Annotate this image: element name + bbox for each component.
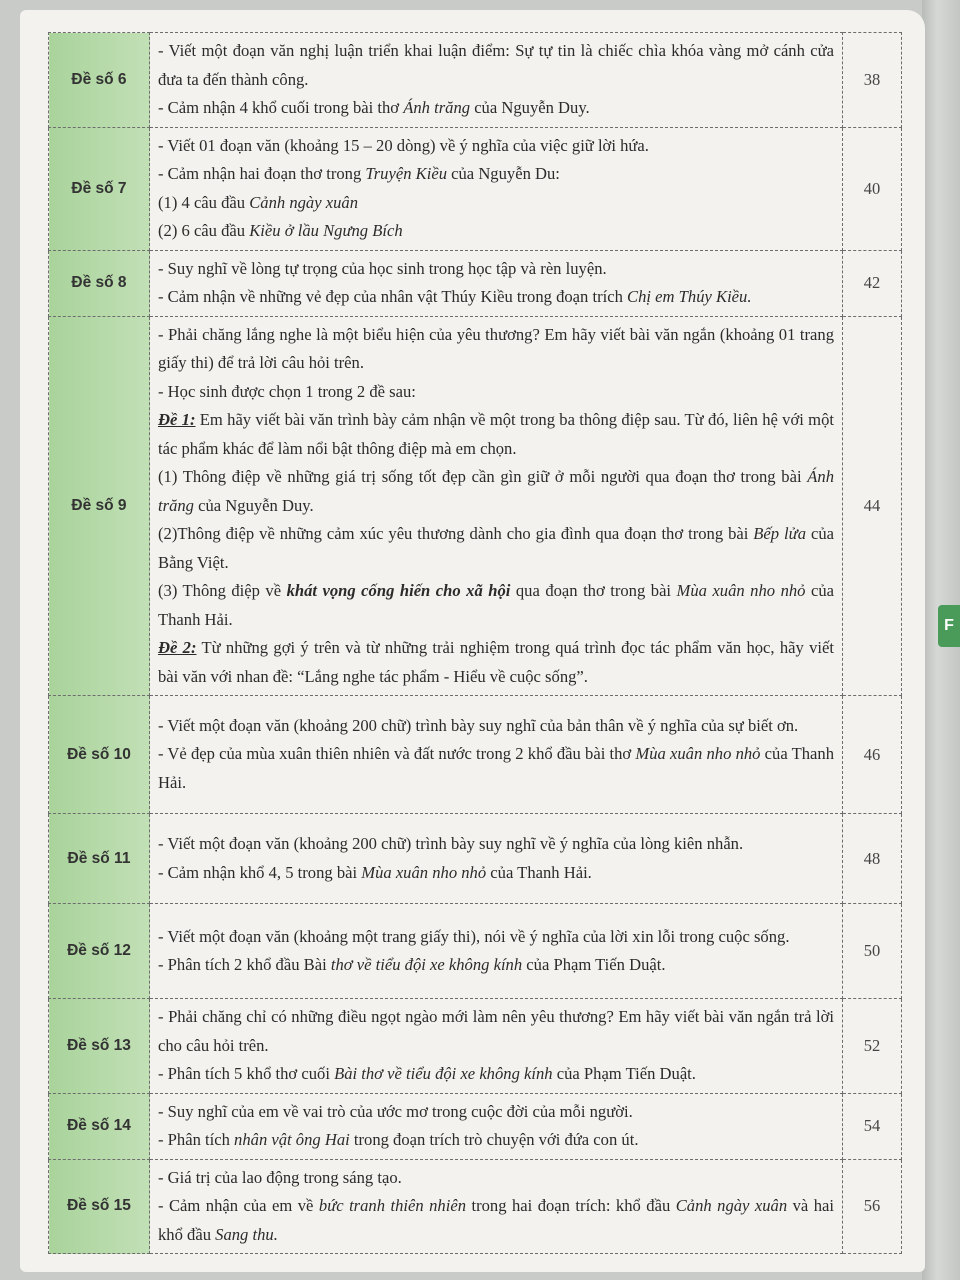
prompt-text: - Phân tích — [158, 1130, 235, 1149]
emphasized-text: khát vọng cống hiến cho xã hội — [286, 581, 511, 600]
emphasized-text: Ánh trăng — [403, 98, 471, 117]
exam-prompt-line — [158, 740, 834, 797]
exam-prompt-line — [158, 951, 834, 980]
prompt-text: của Thanh Hải. — [486, 862, 592, 882]
exam-prompt-line — [158, 132, 834, 161]
prompt-text: - Học sinh được chọn 1 trong 2 đề sau: — [158, 381, 416, 401]
toc-row — [49, 127, 902, 250]
toc-row — [49, 999, 902, 1094]
exam-content — [150, 1159, 843, 1254]
prompt-text: và hai khổ đầu — [158, 1196, 834, 1244]
emphasized-text: bức tranh thiên nhiên — [318, 1196, 467, 1215]
prompt-text: - Cảm nhận hai đoạn thơ trong — [158, 164, 366, 183]
toc-row — [49, 316, 902, 696]
emphasized-text: Mùa xuân nho nhỏ — [676, 581, 806, 600]
exam-prompt-line — [158, 406, 834, 463]
prompt-text: (2)Thông điệp về những cảm xúc yêu thương dành cho gia đình qua đoạn thơ trong bài — [158, 524, 754, 543]
exam-prompt-line — [158, 321, 834, 378]
exam-prompt-line — [158, 37, 834, 94]
exam-label: Đề số 8 — [49, 250, 150, 316]
emphasized-text: Sang thu. — [215, 1224, 278, 1244]
prompt-text: qua đoạn thơ trong bài — [510, 581, 677, 600]
prompt-text: (2) 6 câu đầu — [158, 221, 250, 240]
page-number: 56 — [843, 1159, 902, 1254]
toc-row — [49, 250, 902, 316]
prompt-text: (1) 4 câu đầu — [158, 192, 250, 212]
exam-prompt-line — [158, 217, 834, 246]
emphasized-text: Cảnh ngày xuân — [675, 1196, 788, 1215]
toc-row — [49, 1159, 902, 1254]
emphasized-text: Chị em Thúy Kiều. — [627, 287, 752, 306]
exam-prompt-line — [158, 712, 834, 741]
page-number: 48 — [843, 814, 902, 904]
prompt-text: của Thanh Hải. — [158, 581, 834, 629]
exam-prompt-line — [158, 1192, 834, 1249]
exam-prompt-line — [158, 1126, 834, 1155]
prompt-text: - Phân tích 2 khổ đầu Bài — [158, 955, 331, 974]
emphasized-text: Bếp lửa — [753, 524, 807, 543]
emphasized-text: Mùa xuân nho nhỏ — [635, 744, 761, 764]
prompt-text: - Viết một đoạn văn (khoảng 200 chữ) trình bày suy nghĩ của bản thân về ý nghĩa của sự biết ơn. — [158, 715, 799, 735]
toc-row — [49, 904, 902, 999]
emphasized-text: Đề 1: — [158, 410, 196, 429]
table-of-contents — [48, 32, 902, 1254]
exam-label: Đề số 15 — [49, 1159, 150, 1254]
exam-content — [150, 1093, 843, 1159]
page-number: 42 — [843, 250, 902, 316]
exam-content — [150, 999, 843, 1094]
emphasized-text: Cảnh ngày xuân — [249, 192, 359, 212]
exam-prompt-line — [158, 463, 834, 520]
exam-content — [150, 696, 843, 814]
prompt-text: - Phải chăng lắng nghe là một biểu hiện của yêu thương? Em hãy viết bài văn ngắn (khoảng 01 trang giấy thi) để trả lời câu hỏi trên. — [158, 324, 834, 372]
page-number: 52 — [843, 999, 902, 1094]
exam-content — [150, 904, 843, 999]
page-number: 40 — [843, 127, 902, 250]
emphasized-text: Ánh trăng — [158, 467, 834, 515]
prompt-text: - Viết 01 đoạn văn (khoảng 15 – 20 dòng) về ý nghĩa của việc giữ lời hứa. — [158, 135, 649, 155]
exam-prompt-line — [158, 255, 834, 284]
toc-row — [49, 696, 902, 814]
exam-label: Đề số 14 — [49, 1093, 150, 1159]
toc-row — [49, 814, 902, 904]
prompt-text: Từ những gợi ý trên và từ những trải nghiệm trong quá trình đọc tác phẩm văn học, hãy viết bài văn với nhan đề: “Lắng nghe tác phẩm - Hiểu về cuộc sống”. — [158, 638, 834, 686]
toc-row — [49, 1093, 902, 1159]
prompt-text: - Cảm nhận 4 khổ cuối trong bài thơ — [158, 98, 404, 117]
prompt-text: của Phạm Tiến Duật. — [552, 1064, 696, 1083]
exam-label: Đề số 9 — [49, 316, 150, 696]
exam-label: Đề số 12 — [49, 904, 150, 999]
emphasized-text: nhân vật ông Hai — [234, 1130, 350, 1149]
prompt-text: - Giá trị của lao động trong sáng tạo. — [158, 1167, 402, 1187]
emphasized-text: Kiều ở lầu Ngưng Bích — [249, 221, 403, 240]
page-number: 46 — [843, 696, 902, 814]
emphasized-text: Mùa xuân nho nhỏ — [361, 862, 487, 882]
exam-content — [150, 127, 843, 250]
prompt-text: - Phân tích 5 khổ thơ cuối — [158, 1064, 335, 1083]
prompt-text: - Vẻ đẹp của mùa xuân thiên nhiên và đất nước trong 2 khổ đầu bài thơ — [158, 744, 636, 764]
prompt-text: của Nguyễn Duy. — [470, 98, 590, 117]
prompt-text: - Phải chăng chỉ có những điều ngọt ngào mới làm nên yêu thương? Em hãy viết bài văn ngắn trả lời cho câu hỏi trên. — [158, 1007, 834, 1055]
prompt-text: trong đoạn trích trò chuyện với đứa con út. — [349, 1130, 639, 1149]
exam-prompt-line — [158, 378, 834, 407]
prompt-text: (3) Thông điệp về — [158, 581, 287, 600]
prompt-text: (1) Thông điệp về những giá trị sống tốt đẹp cần gìn giữ ở mỗi người qua đoạn thơ trong bài — [158, 467, 808, 486]
emphasized-text: Bài thơ về tiểu đội xe không kính — [334, 1064, 553, 1083]
prompt-text: - Viết một đoạn văn (khoảng 200 chữ) trình bày suy nghĩ về ý nghĩa của lòng kiên nhẫn. — [158, 834, 744, 853]
exam-prompt-line — [158, 1060, 834, 1089]
prompt-text: của Nguyễn Du: — [447, 164, 560, 183]
page-number: 50 — [843, 904, 902, 999]
next-page-green-tab: F — [938, 605, 960, 647]
prompt-text: - Cảm nhận của em về — [158, 1196, 319, 1215]
emphasized-text: thơ về tiểu đội xe không kính — [330, 955, 523, 974]
page-number: 54 — [843, 1093, 902, 1159]
exam-prompt-line — [158, 577, 834, 634]
exam-prompt-line — [158, 1098, 834, 1127]
book-page — [20, 10, 925, 1272]
exam-prompt-line — [158, 189, 834, 218]
prompt-text: trong hai đoạn trích: khổ đầu — [466, 1196, 676, 1215]
prompt-text: - Cảm nhận khổ 4, 5 trong bài — [158, 862, 362, 882]
exam-prompt-line — [158, 859, 834, 888]
exam-prompt-line — [158, 1164, 834, 1193]
exam-label: Đề số 10 — [49, 696, 150, 814]
exam-label: Đề số 6 — [49, 33, 150, 128]
prompt-text: Em hãy viết bài văn trình bày cảm nhận về một trong ba thông điệp sau. Từ đó, liên hệ với một tác phẩm khác để làm nổi bật thông điệp mà em chọn. — [158, 410, 834, 458]
prompt-text: của Thanh Hải. — [158, 744, 834, 792]
prompt-text: của Phạm Tiến Duật. — [522, 955, 666, 974]
exam-content — [150, 316, 843, 696]
exam-prompt-line — [158, 94, 834, 123]
emphasized-text: Truyện Kiều — [365, 164, 447, 183]
prompt-text: - Suy nghĩ của em về vai trò của ước mơ trong cuộc đời của mỗi người. — [158, 1101, 633, 1121]
emphasized-text: Đề 2: — [158, 638, 197, 657]
exam-content — [150, 250, 843, 316]
exam-prompt-line — [158, 634, 834, 691]
exam-prompt-line — [158, 923, 834, 952]
prompt-text: - Viết một đoạn văn nghị luận triển khai luận điểm: Sự tự tin là chiếc chìa khóa vàng mở cánh cửa đưa ta đến thành công. — [158, 41, 834, 89]
exam-label: Đề số 7 — [49, 127, 150, 250]
exam-prompt-line — [158, 160, 834, 189]
page-number: 38 — [843, 33, 902, 128]
exam-prompt-line — [158, 830, 834, 859]
prompt-text: của Nguyễn Duy. — [193, 495, 314, 515]
prompt-text: - Suy nghĩ về lòng tự trọng của học sinh trong học tập và rèn luyện. — [158, 258, 607, 278]
exam-content — [150, 33, 843, 128]
exam-content — [150, 814, 843, 904]
toc-body — [49, 33, 902, 1254]
exam-prompt-line — [158, 1003, 834, 1060]
exam-prompt-line — [158, 520, 834, 577]
prompt-text: - Viết một đoạn văn (khoảng một trang giấy thi), nói về ý nghĩa của lời xin lỗi trong cuộc sống. — [158, 926, 790, 946]
exam-label: Đề số 13 — [49, 999, 150, 1094]
prompt-text: của Bằng Việt. — [158, 524, 834, 572]
exam-prompt-line — [158, 283, 834, 312]
page-number: 44 — [843, 316, 902, 696]
toc-row — [49, 33, 902, 128]
prompt-text: - Cảm nhận về những vẻ đẹp của nhân vật Thúy Kiều trong đoạn trích — [158, 287, 628, 306]
exam-label: Đề số 11 — [49, 814, 150, 904]
